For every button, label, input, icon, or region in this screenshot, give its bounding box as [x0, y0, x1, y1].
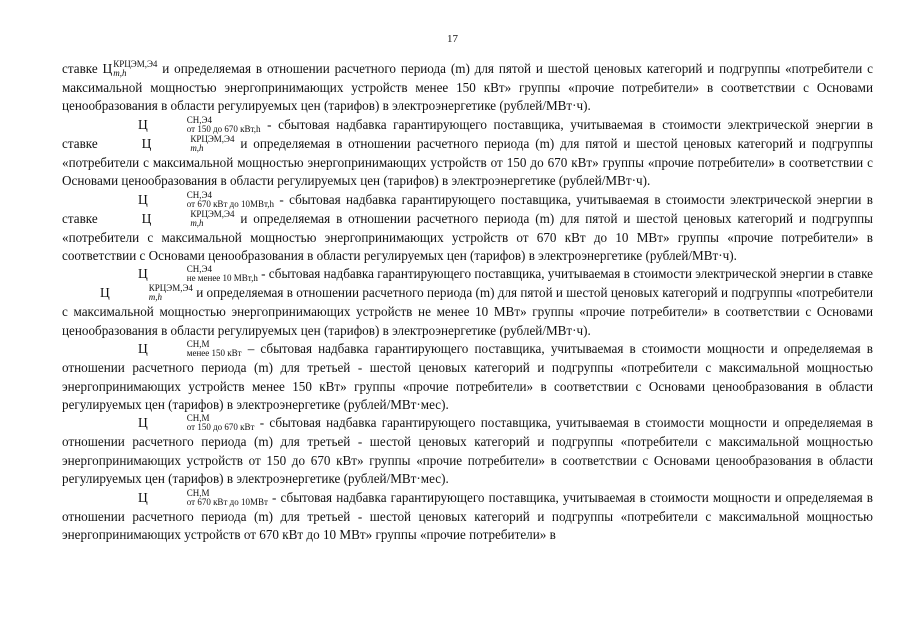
symbol-superscript: СН,Э4	[186, 189, 212, 200]
symbol-subscript: от 670 кВт до 10МВт,h	[186, 198, 274, 209]
symbol-base: Ц	[100, 285, 110, 301]
paragraph-text: - сбытовая надбавка гарантирующего поставщика, учитываемая в стоимости мощности и определяемая в отношении расчетного периода (m) для третьей - шестой ценовых категорий и подгруппы «потребители с максимальной мощностью энергопринимающих устройств от 150 до 670 кВт» группы «прочие потребители» в соответствии с Основами ценообразования в области регулируемых цен (тарифов) в электроэнергетике (рублей/МВт·мес).	[62, 415, 873, 487]
symbol-superscript: КРЦЭМ,Э4	[148, 283, 193, 294]
symbol-base: Ц	[138, 191, 148, 207]
symbol-base: Ц	[138, 266, 148, 282]
paragraph-3	[62, 191, 873, 266]
symbol-base: Ц	[102, 61, 113, 76]
page-number: 17	[447, 33, 458, 45]
paragraph-text: и определяемая в отношении расчетного периода (m) для пятой и шестой ценовых категорий и подгруппы «потребители с максимальной мощностью энергопринимающих устройств менее 150 кВт» группы «прочие потребители» в соответствии с Основами ценообразования в области регулируемых цен (тарифов) в электроэнергетике (рублей/МВт·ч).	[62, 61, 873, 114]
paragraph-text: - сбытовая надбавка гарантирующего поставщика, учитываемая в стоимости мощности и определяемая в отношении расчетного периода (m) для третьей - шестой ценовых категорий и подгруппы «потребители с максимальной мощностью энергопринимающих устройств от 670 кВт до 10 МВт» группы «прочие потребители» в	[62, 489, 873, 542]
tariff-symbol	[100, 340, 242, 359]
symbol-superscript: СН,М	[186, 487, 210, 498]
tariff-symbol	[104, 135, 235, 154]
symbol-subscript: менее 150 кВт	[186, 348, 242, 359]
symbol-superscript: СН,Э4	[186, 264, 212, 275]
paragraph-7	[62, 489, 873, 545]
symbol-base: Ц	[138, 116, 148, 132]
paragraph-text: и определяемая в отношении расчетного периода (m) для пятой и шестой ценовых категорий и подгруппы «потребители с максимальной мощностью энергопринимающих устройств от 150 до 670 кВт» группы «прочие потребители» в соответствии с Основами ценообразования в области регулируемых цен (тарифов) в электроэнергетике (рублей/МВт·ч).	[62, 135, 873, 189]
symbol-base: Ц	[141, 135, 152, 151]
symbol-subscript: от 150 до 670 кВт	[186, 422, 255, 433]
symbol-subscript: m,h	[113, 67, 127, 78]
tariff-symbol	[103, 60, 158, 79]
symbol-superscript: КРЦЭМ,Э4	[113, 58, 158, 69]
paragraph-4	[62, 265, 873, 340]
tariff-symbol	[62, 284, 193, 303]
paragraph-2	[62, 116, 873, 191]
tariff-symbol	[100, 265, 258, 284]
symbol-subscript: m,h	[190, 217, 204, 228]
symbol-subscript: m,h	[148, 292, 162, 303]
symbol-superscript: СН,М	[186, 413, 210, 424]
tariff-symbol	[100, 191, 274, 210]
symbol-superscript: КРЦЭМ,Э4	[190, 208, 235, 219]
symbol-base: Ц	[138, 415, 148, 431]
symbol-superscript: КРЦЭМ,Э4	[190, 133, 235, 144]
tariff-symbol	[100, 116, 261, 135]
symbol-superscript: СН,Э4	[186, 114, 212, 125]
symbol-base: Ц	[138, 341, 148, 357]
symbol-base: Ц	[141, 210, 152, 226]
symbol-subscript: m,h	[190, 142, 204, 153]
paragraph-text: - сбытовая надбавка гарантирующего поставщика, учитываемая в стоимости электрической энергии в ставке	[62, 191, 873, 226]
paragraph-1	[62, 60, 873, 116]
symbol-subscript: не менее 10 МВт,h	[186, 273, 258, 284]
symbol-subscript: от 670 кВт до 10МВт	[186, 496, 268, 507]
paragraph-text: ставке	[62, 61, 103, 76]
paragraph-text: и определяемая в отношении расчетного периода (m) для пятой и шестой ценовых категорий и подгруппы «потребители с максимальной мощностью энергопринимающих устройств от 670 кВт до 10 МВт» группы «прочие потребители» в соответствии с Основами ценообразования в области регулируемых цен (тарифов) в электроэнергетике (рублей/МВт·ч).	[62, 210, 873, 263]
symbol-superscript: СН,М	[186, 339, 210, 350]
tariff-symbol	[100, 414, 254, 433]
paragraph-text: – сбытовая надбавка гарантирующего поставщика, учитываемая в стоимости мощности и определяемая в отношении расчетного периода (m) для третьей - шестой ценовых категорий и подгруппы «потребители с максимальной мощностью энергопринимающих устройств менее 150 кВт» группы «прочие потребители» в соответствии с Основами ценообразования в области регулируемых цен (тарифов) в электроэнергетике (рублей/МВт·мес).	[62, 341, 873, 412]
tariff-symbol	[104, 210, 235, 229]
symbol-base: Ц	[138, 489, 148, 505]
paragraph-5	[62, 340, 873, 414]
paragraph-text: и определяемая в отношении расчетного периода (m) для пятой и шестой ценовых категорий и подгруппы «потребители с максимальной мощностью энергопринимающих устройств не менее 10 МВт» группы «прочие потребители» в соответствии с Основами ценообразования в области регулируемых цен (тарифов) в электроэнергетике (рублей/МВт·ч).	[62, 285, 873, 338]
paragraph-text: - сбытовая надбавка гарантирующего поставщика, учитываемая в стоимости электрической энергии в ставке	[257, 266, 873, 282]
document-body	[62, 60, 873, 544]
paragraph-text: - сбытовая надбавка гарантирующего поставщика, учитываемая в стоимости электрической энергии в ставке	[62, 116, 873, 151]
symbol-subscript: от 150 до 670 кВт,h	[186, 123, 261, 134]
paragraph-6	[62, 414, 873, 488]
tariff-symbol	[100, 489, 268, 508]
